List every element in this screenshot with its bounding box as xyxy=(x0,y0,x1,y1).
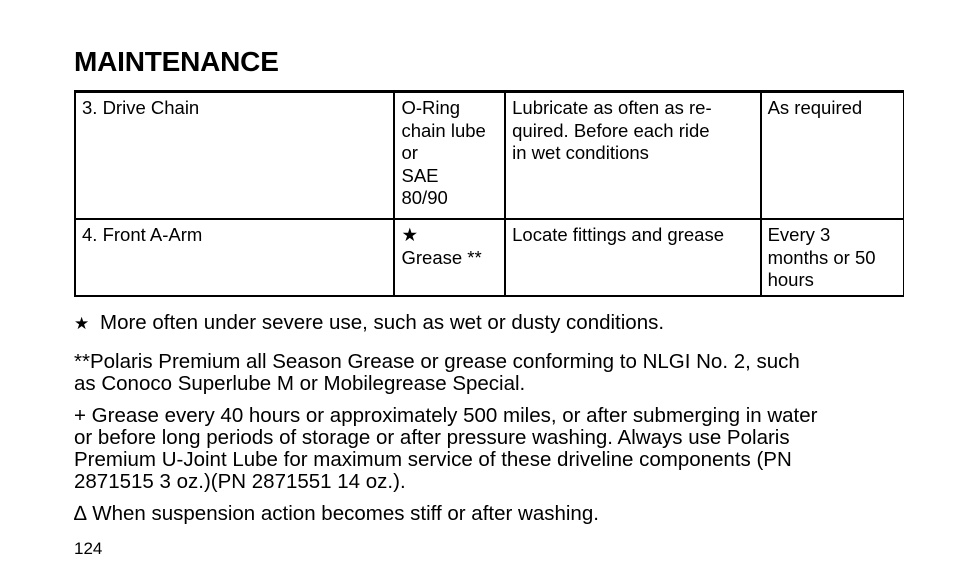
ujoint-note xyxy=(74,405,904,493)
suspension-note: ∆ When suspension action becomes stiff or after washing. xyxy=(74,502,599,525)
method-line: in wet conditions xyxy=(512,142,649,163)
star-icon: ★ xyxy=(74,314,90,333)
ujoint-note-line: or before long periods of storage or after pressure washing. Always use Polaris xyxy=(74,426,790,449)
lube-line: SAE xyxy=(401,164,439,186)
lube-cell xyxy=(394,219,505,296)
method-line: Locate fittings and grease xyxy=(512,224,724,245)
frequency-line: Every 3 xyxy=(767,224,831,245)
page-number: 124 xyxy=(74,539,103,558)
frequency-line: months or 50 xyxy=(767,246,876,268)
frequency-line: As required xyxy=(767,97,863,118)
grease-note-line: **Polaris Premium all Season Grease or grease conforming to NLGI No. 2, such xyxy=(74,350,800,373)
grease-note-line: as Conoco Superlube M or Mobilegrease Special. xyxy=(74,372,526,395)
frequency-cell xyxy=(761,219,904,296)
ujoint-note-line: + Grease every 40 hours or approximately 500 miles, or after submerging in water xyxy=(74,404,818,427)
severe-use-text: More often under severe use, such as wet or dusty conditions. xyxy=(100,311,665,334)
grease-note xyxy=(74,351,904,395)
method-line: quired. Before each ride xyxy=(512,119,710,141)
ujoint-note-line: Premium U-Joint Lube for maximum service of these driveline components (PN xyxy=(74,448,792,471)
maintenance-table xyxy=(74,90,904,297)
lube-line: 80/90 xyxy=(401,187,448,208)
star-icon: ★ xyxy=(401,224,419,245)
table-row xyxy=(75,219,904,296)
lube-line: Grease ** xyxy=(401,246,482,268)
severe-use-note xyxy=(74,312,904,335)
method-cell xyxy=(505,219,760,296)
table-row xyxy=(75,92,904,220)
lube-line: chain lube xyxy=(401,119,486,141)
lube-line: or xyxy=(401,142,418,163)
item-cell: 3. Drive Chain xyxy=(75,92,394,220)
frequency-line: hours xyxy=(767,269,814,290)
method-cell xyxy=(505,92,760,220)
ujoint-note-line: 2871515 3 oz.)(PN 2871551 14 oz.). xyxy=(74,470,406,493)
lube-cell xyxy=(394,92,505,220)
frequency-cell xyxy=(761,92,904,220)
item-cell: 4. Front A-Arm xyxy=(75,219,394,296)
method-line: Lubricate as often as re- xyxy=(512,97,712,118)
lube-line: O-Ring xyxy=(401,97,461,118)
page-title: MAINTENANCE xyxy=(74,46,279,77)
